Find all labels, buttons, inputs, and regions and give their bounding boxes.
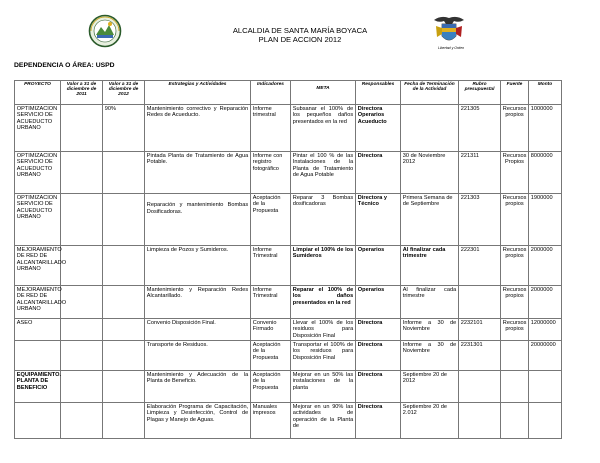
cell-estrategias-text: Reparación y mantenimiento Bombas Dosificadoras. (146, 202, 249, 215)
cell-responsables: Directora (356, 371, 401, 403)
cell-proyecto (15, 341, 61, 371)
cell-indicadores: Informe Trimestral (251, 246, 291, 286)
cell-fuente: Recursos propios (501, 286, 529, 319)
cell-fecha: Septiembre 20 de 2.012 (401, 403, 459, 439)
cell-meta: Reparar 3 Bombas dosificadoras (291, 194, 356, 246)
cell-valor-2011 (61, 403, 103, 439)
cell-valor-2012: 90% (103, 105, 145, 152)
cell-rubro: 221303 (459, 194, 501, 246)
cell-meta: Mejorar en un 50% las instalaciones de la planta (291, 371, 356, 403)
cell-indicadores: Convenio Firmado (251, 319, 291, 341)
document-title: ALCALDIA DE SANTA MARÍA BOYACA (232, 26, 368, 35)
cell-monto: 8000000 (529, 152, 562, 194)
cell-rubro (459, 403, 501, 439)
cell-fuente: Recursos propios (501, 105, 529, 152)
cell-monto: 2000000 (529, 246, 562, 286)
cell-indicadores: Aceptación de la Propuesta (251, 194, 291, 246)
cell-meta: Llevar el 100% de los residuos para Disposición Final (291, 319, 356, 341)
cell-valor-2011 (61, 152, 103, 194)
cell-responsables: Directora (356, 319, 401, 341)
cell-responsables: Directora (356, 152, 401, 194)
cell-fecha: Al finalizar cada trimestre (401, 246, 459, 286)
cell-monto: 20000000 (529, 341, 562, 371)
cell-indicadores: Aceptación de la Propuesta (251, 371, 291, 403)
cell-fuente: Recursos propios (501, 246, 529, 286)
cell-valor-2012 (103, 341, 145, 371)
cell-responsables: Directora (356, 403, 401, 439)
cell-monto: 12000000 (529, 319, 562, 341)
cell-valor-2012 (103, 286, 145, 319)
header-meta-label: META (316, 85, 330, 91)
cell-rubro: 2231301 (459, 341, 501, 371)
cell-valor-2011 (61, 286, 103, 319)
cell-fuente: Recursos Propios (501, 152, 529, 194)
cell-indicadores: Informe con registro fotográfico (251, 152, 291, 194)
dependency-label: DEPENDENCIA O ÁREA: USPD (14, 62, 115, 69)
cell-responsables: Operarios (356, 286, 401, 319)
cell-indicadores: Manuales impresos (251, 403, 291, 439)
cell-responsables: Directora y Técnico (356, 194, 401, 246)
cell-estrategias: Pintada Planta de Tratamiento de Agua Potable. (145, 152, 251, 194)
cell-monto (529, 403, 562, 439)
cell-meta: Pintar el 100 % de las Instalaciones de la Planta de Tratamiento de Agua Potable (291, 152, 356, 194)
cell-valor-2012 (103, 319, 145, 341)
page-header (0, 0, 600, 58)
cell-proyecto: OPTIMIZACION SERVICIO DE ACUEDUCTO URBANO (15, 105, 61, 152)
cell-fecha: Informe a 30 de Noviembre (401, 341, 459, 371)
document-title-block (165, 26, 435, 44)
cell-valor-2011 (61, 319, 103, 341)
table-row (15, 152, 562, 194)
cell-proyecto: ASEO (15, 319, 61, 341)
cell-estrategias: Elaboración Programa de Capacitación, Limpieza y Desinfección, Control de Plagas y Manejo de Aguas. (145, 403, 251, 439)
cell-fuente (501, 341, 529, 371)
cell-responsables: Directora (356, 341, 401, 371)
cell-fecha: 30 de Noviembre 2012 (401, 152, 459, 194)
header-responsables: Responsables (356, 81, 401, 105)
cell-fecha: Primera Semana de de Septiembre (401, 194, 459, 246)
cell-indicadores: Aceptación de la Propuesta (251, 341, 291, 371)
cell-rubro (459, 286, 501, 319)
table-row (15, 194, 562, 246)
cell-estrategias: Limpieza de Pozos y Sumideros. (145, 246, 251, 286)
cell-meta: Mejorar en un 90% las actividades de operación de la Planta de (291, 403, 356, 439)
document-subtitle: PLAN DE ACCION 2012 (258, 35, 342, 44)
cell-proyecto: MEJORAMIENTO DE RED DE ALCANTARILLADO URBANO (15, 246, 61, 286)
cell-fecha: Al finalizar cada trimestre (401, 286, 459, 319)
cell-estrategias: Transporte de Residuos. (145, 341, 251, 371)
header-fuente: Fuente (501, 81, 529, 105)
header-proyecto: PROYECTO (15, 81, 61, 105)
table-row (15, 341, 562, 371)
table-row (15, 286, 562, 319)
cell-proyecto: OPTIMIZACION SERVICIO DE ACUEDUCTO URBANO (15, 194, 61, 246)
cell-proyecto (15, 403, 61, 439)
cell-valor-2011 (61, 246, 103, 286)
cell-estrategias: Mantenimiento correctivo y Reparación Redes de Acueducto. (145, 105, 251, 152)
header-rubro: Rubro presupuestal (459, 81, 501, 105)
cell-responsables: Directora Operarios Acueducto (356, 105, 401, 152)
cell-rubro: 222301 (459, 246, 501, 286)
cell-fuente (501, 371, 529, 403)
cell-monto (529, 371, 562, 403)
cell-rubro: 221311 (459, 152, 501, 194)
table-row (15, 371, 562, 403)
header-meta (291, 81, 356, 105)
cell-valor-2012 (103, 194, 145, 246)
municipal-seal-icon (88, 14, 122, 48)
table-row (15, 105, 562, 152)
cell-rubro (459, 371, 501, 403)
cell-valor-2011 (61, 341, 103, 371)
cell-indicadores: Informe Trimestral (251, 286, 291, 319)
table-row (15, 246, 562, 286)
cell-meta: Reparar el 100% de los daños presentados en la red (291, 286, 356, 319)
action-plan-table (14, 80, 562, 439)
header-monto: Monto (529, 81, 562, 105)
cell-valor-2012 (103, 246, 145, 286)
cell-fuente: Recursos propios (501, 319, 529, 341)
cell-fecha: Informe a 30 de Noviembre (401, 319, 459, 341)
cell-estrategias (145, 194, 251, 246)
header-valor-2011: Valor a 31 de diciembre de 2011 (61, 81, 103, 105)
cell-meta: Subsanar el 100% de los pequeños daños presentados en la red (291, 105, 356, 152)
cell-valor-2012 (103, 403, 145, 439)
cell-proyecto: MEJORAMIENTO DE RED DE ALCANTARILLADO URBANO (15, 286, 61, 319)
cell-meta: Transportar el 100% de los residuos para Disposición Final (291, 341, 356, 371)
cell-fuente (501, 403, 529, 439)
cell-valor-2011 (61, 194, 103, 246)
table-row (15, 319, 562, 341)
cell-rubro: 221305 (459, 105, 501, 152)
cell-fuente: Recursos propios (501, 194, 529, 246)
cell-proyecto: OPTIMIZACION SERVICIO DE ACUEDUCTO URBANO (15, 152, 61, 194)
cell-valor-2012 (103, 371, 145, 403)
cell-responsables: Operarios (356, 246, 401, 286)
cell-monto: 2000000 (529, 286, 562, 319)
header-fecha: Fecha de Terminación de la Actividad (401, 81, 459, 105)
table-header-row (15, 81, 562, 105)
cell-monto: 1000000 (529, 105, 562, 152)
coat-of-arms-motto: Libertad y Orden (437, 46, 465, 50)
cell-fecha (401, 105, 459, 152)
table-row (15, 403, 562, 439)
cell-estrategias: Mantenimiento y Reparación Redes Alcantarillado. (145, 286, 251, 319)
header-estrategias: Estrategias y Actividades (145, 81, 251, 105)
cell-valor-2011 (61, 105, 103, 152)
cell-monto: 1900000 (529, 194, 562, 246)
cell-estrategias: Mantenimiento y Adecuación de la Planta de Beneficio. (145, 371, 251, 403)
header-indicadores: Indicadores (251, 81, 291, 105)
cell-proyecto: EQUIPAMIENTO. PLANTA DE BENEFICIO (15, 371, 61, 403)
cell-valor-2011 (61, 371, 103, 403)
cell-indicadores: Informe trimestral (251, 105, 291, 152)
cell-valor-2012 (103, 152, 145, 194)
header-valor-2012: Valor a 31 de diciembre de 2012 (103, 81, 145, 105)
cell-rubro: 2232101 (459, 319, 501, 341)
cell-fecha: Septiembre 20 de 2012 (401, 371, 459, 403)
cell-meta: Limpiar el 100% de los Sumideros (291, 246, 356, 286)
cell-estrategias: Convenio Disposición Final. (145, 319, 251, 341)
